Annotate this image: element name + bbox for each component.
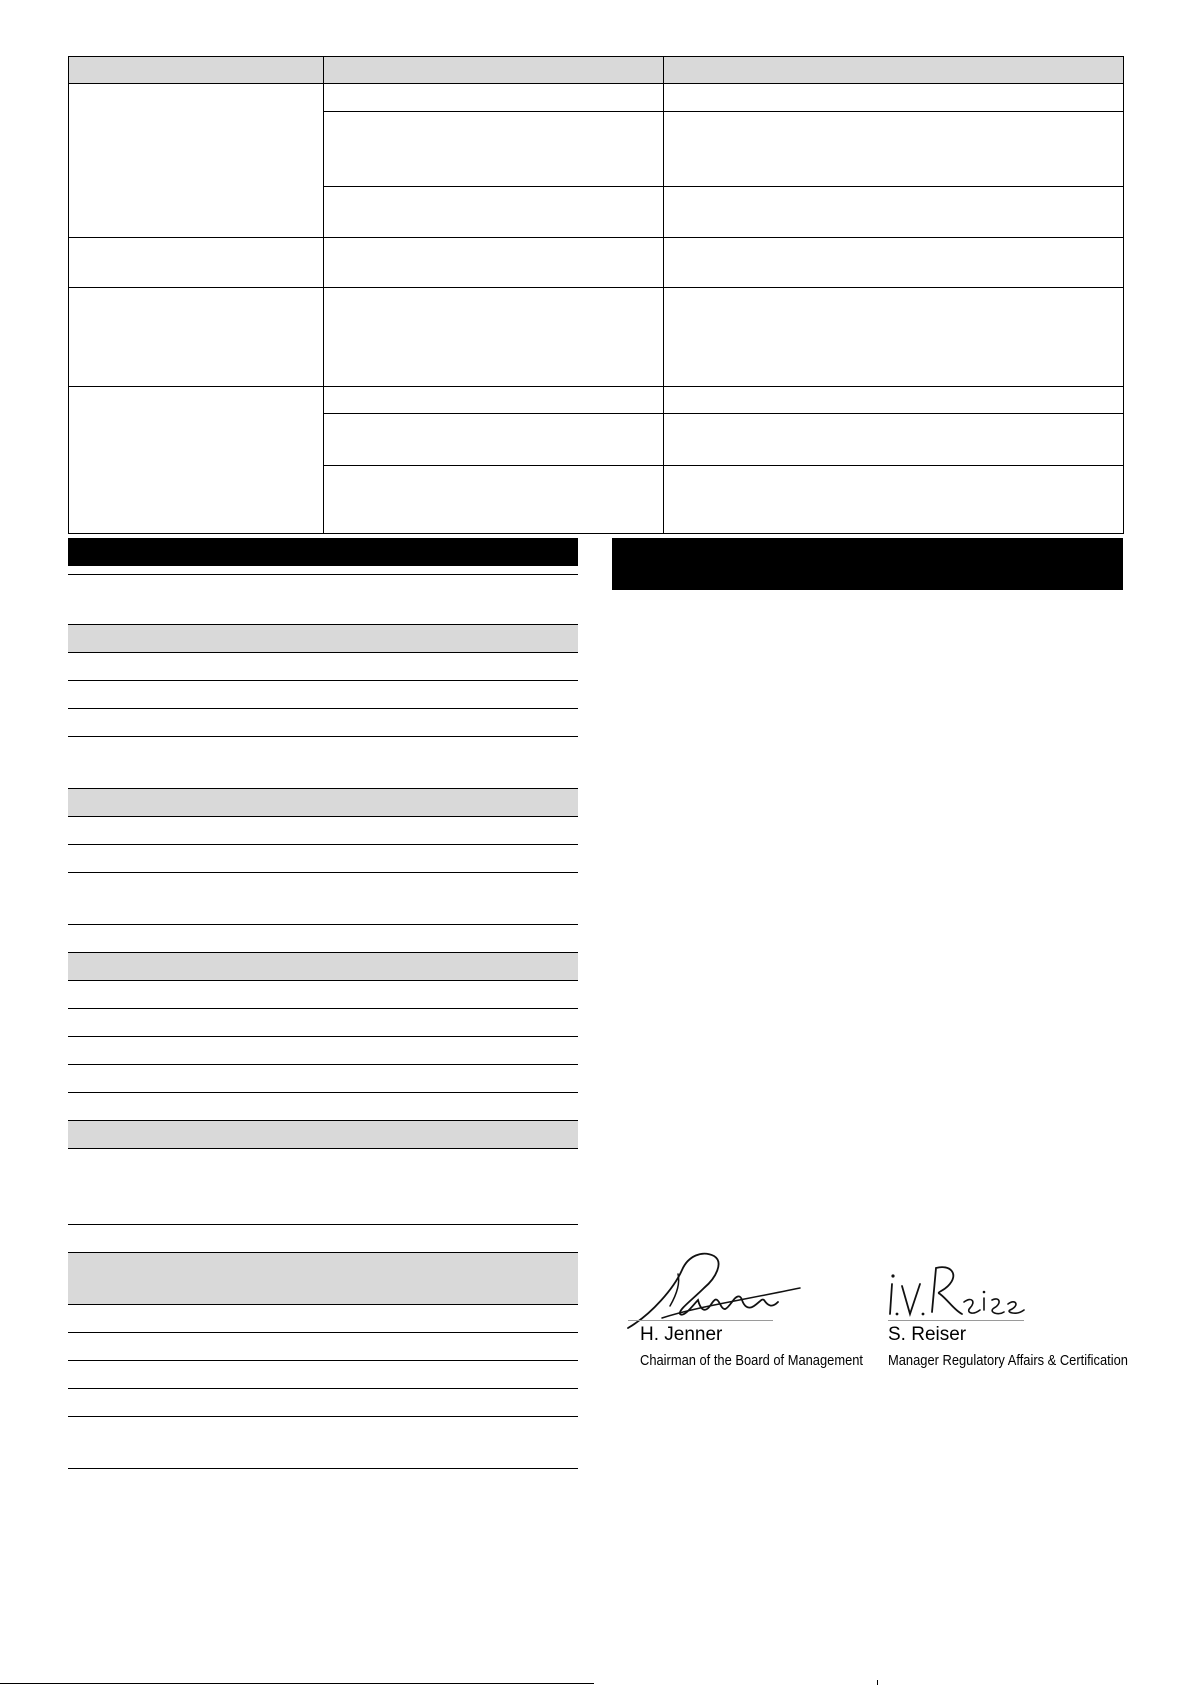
row-divider [68,708,578,709]
signatory-role: Chairman of the Board of Management [640,1352,864,1369]
group-header-band [68,788,578,816]
group-header-band [68,952,578,980]
row-divider [68,1388,578,1389]
row-divider [68,924,578,925]
row-divider [68,1252,578,1253]
row-divider [68,1120,578,1121]
row-divider [68,624,578,625]
jenner-signature-image [622,1248,802,1334]
column-divider [663,57,664,533]
footer-rule [0,1683,594,1684]
row-divider [68,1468,578,1469]
group-header-band [68,1252,578,1304]
row-divider [68,574,578,575]
signatory-name: H. Jenner [640,1324,723,1345]
row-divider [68,680,578,681]
row-divider [323,111,1123,112]
table-header-row [69,57,1123,83]
row-divider [69,287,1123,288]
row-divider [68,872,578,873]
signature-line [888,1320,1024,1321]
row-divider [68,1148,578,1149]
signatory-name: S. Reiser [888,1324,967,1345]
group-header-band [68,624,578,652]
row-divider [68,1092,578,1093]
row-divider [68,788,578,789]
row-divider [68,1224,578,1225]
row-divider [68,1360,578,1361]
declaration-heading-bar [612,538,1123,590]
section-heading-bar [68,538,578,566]
row-divider [69,83,1123,84]
row-divider [323,465,1123,466]
row-divider [68,1332,578,1333]
row-divider [68,844,578,845]
row-divider [68,1064,578,1065]
column-divider [323,57,324,533]
row-divider [68,980,578,981]
row-divider [69,237,1123,238]
row-divider [68,952,578,953]
footer-tick [877,1680,878,1685]
group-header-band [68,1120,578,1148]
troubleshooting-table [68,56,1124,534]
row-divider [68,1416,578,1417]
reiser-signature-image [880,1262,1030,1322]
row-divider [68,736,578,737]
row-divider [69,386,1123,387]
row-divider [68,1036,578,1037]
row-divider [68,1304,578,1305]
signatory-role: Manager Regulatory Affairs & Certification [888,1352,1128,1369]
row-divider [68,1008,578,1009]
row-divider [68,652,578,653]
row-divider [323,186,1123,187]
row-divider [68,816,578,817]
signature-line [628,1320,773,1321]
row-divider [323,413,1123,414]
